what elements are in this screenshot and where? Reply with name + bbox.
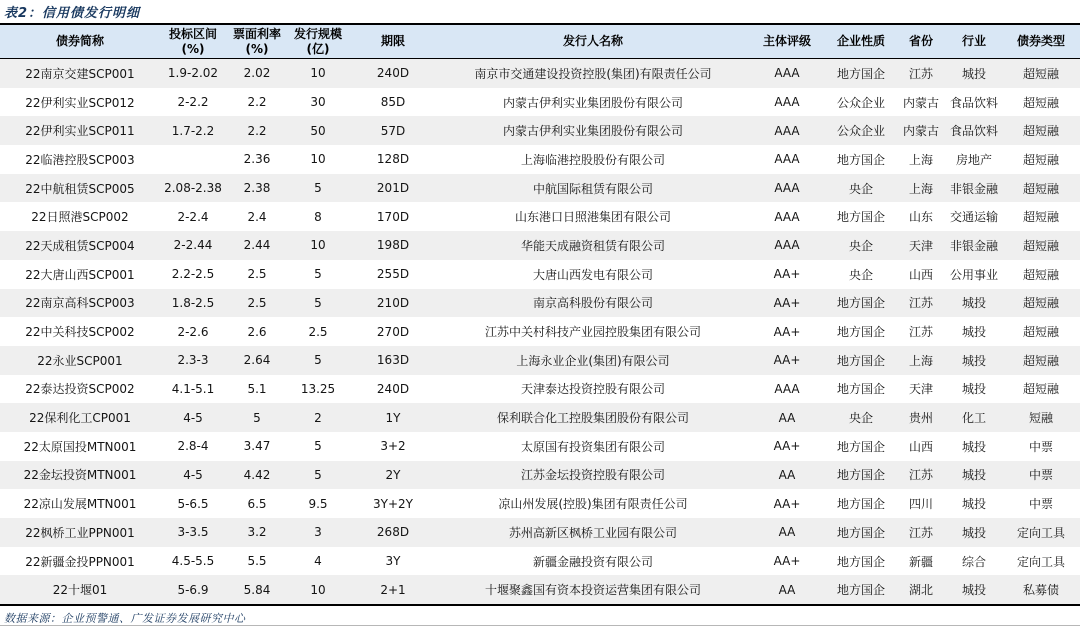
table-cell: 2.5 [308, 324, 328, 339]
table-cell: 4-5 [183, 467, 203, 482]
table-cell: 5 [314, 467, 322, 482]
table-header-row [0, 24, 1080, 59]
table-cell: AA+ [773, 496, 801, 511]
table-cell: 私募债 [1022, 583, 1059, 598]
table-cell: 2.38 [243, 181, 271, 196]
table-cell: 22中关科技SCP002 [25, 325, 135, 340]
table-cell: 2Y [385, 467, 401, 482]
col-header-enterprise-type: 企业性质 [826, 24, 896, 59]
table-cell: 房地产 [955, 152, 992, 167]
table-cell: 22中航租赁SCP005 [25, 181, 135, 196]
table-cell: 内蒙古 [902, 95, 939, 110]
table-cell: 央企 [848, 267, 873, 282]
col-header-industry: 行业 [946, 24, 1002, 59]
table-cell: 22伊利实业SCP012 [25, 95, 135, 110]
table-cell: 江苏 [908, 525, 933, 540]
table-cell: 天津 [908, 382, 933, 397]
table-cell: 1.7-2.2 [171, 123, 215, 138]
table-cell: 255D [376, 267, 410, 282]
table-cell: 1.8-2.5 [171, 295, 215, 310]
table-cell: 城投 [961, 583, 986, 598]
table-cell: 地方国企 [836, 353, 885, 368]
table-cell: 2.44 [243, 238, 271, 253]
table-cell: 3 [314, 525, 322, 540]
col-header-issue-size: 发行规模 (亿) [288, 24, 348, 59]
table-cell: 天津 [908, 238, 933, 253]
table-cell: 22临港控股SCP003 [25, 152, 135, 167]
table-cell: AA [778, 467, 796, 482]
table-cell: 中票 [1028, 497, 1053, 512]
table-cell: 内蒙古伊利实业集团股份有限公司 [502, 124, 683, 139]
table-cell: 2.36 [243, 152, 271, 167]
table-cell: 凉山州发展(控股)集团有限责任公司 [498, 497, 688, 512]
table-cell: AA+ [773, 295, 801, 310]
table-cell: 9.5 [308, 496, 328, 511]
table-cell: 2.02 [243, 66, 271, 81]
table-cell: 5.5 [247, 554, 267, 569]
table-cell: 8 [314, 209, 322, 224]
col-header-province: 省份 [896, 24, 946, 59]
table-cell: AAA [774, 381, 800, 396]
table-cell: AAA [774, 95, 800, 110]
table-row [0, 289, 1080, 318]
table-cell: 4.5-5.5 [171, 554, 215, 569]
table-cell: 中航国际租赁有限公司 [532, 181, 653, 196]
table-row [0, 575, 1080, 605]
table-cell: 城投 [961, 325, 986, 340]
table-cell: 5-6.9 [177, 582, 209, 597]
table-cell: 央企 [848, 411, 873, 426]
table-cell: 地方国企 [836, 296, 885, 311]
table-cell: 170D [376, 209, 410, 224]
table-cell: 1Y [385, 410, 401, 425]
table-cell: 江苏 [908, 66, 933, 81]
table-cell: 超短融 [1022, 296, 1059, 311]
col-header-bid-range: 投标区间 (%) [160, 24, 226, 59]
table-cell: 2.08-2.38 [164, 181, 222, 196]
table-cell: 保利联合化工控股集团股份有限公司 [496, 411, 689, 426]
table-cell: 2.8-4 [177, 439, 209, 454]
table-cell: 非银金融 [949, 238, 998, 253]
table-cell: 5 [314, 439, 322, 454]
table-cell: 地方国企 [836, 554, 885, 569]
table-cell [160, 145, 226, 174]
table-cell: 5.1 [247, 381, 267, 396]
table-cell: 山西 [908, 439, 933, 454]
table-cell: 公众企业 [836, 124, 885, 139]
table-cell: 城投 [961, 525, 986, 540]
table-cell: 太原国有投资集团有限公司 [520, 439, 665, 454]
table-cell: 地方国企 [836, 468, 885, 483]
col-header-entity-rating: 主体评级 [748, 24, 826, 59]
table-row [0, 202, 1080, 231]
table-row [0, 174, 1080, 203]
table-cell: 定向工具 [1016, 554, 1065, 569]
table-cell: 2-2.44 [173, 238, 213, 253]
table-cell: 江苏 [908, 468, 933, 483]
table-cell: 6.5 [247, 496, 267, 511]
col-header-bond-name: 债券简称 [0, 24, 160, 59]
table-cell: 10 [310, 238, 326, 253]
table-cell: AAA [774, 152, 800, 167]
table-row [0, 547, 1080, 576]
table-cell: 超短融 [1022, 353, 1059, 368]
table-cell: 城投 [961, 497, 986, 512]
table-cell: 超短融 [1022, 325, 1059, 340]
table-cell: 江苏 [908, 296, 933, 311]
table-cell: 超短融 [1022, 267, 1059, 282]
table-row [0, 231, 1080, 260]
table-cell: 4.42 [243, 467, 271, 482]
table-cell: 2.3-3 [177, 353, 209, 368]
table-cell: 3.47 [243, 439, 271, 454]
table-cell: 城投 [961, 353, 986, 368]
table-cell: 公众企业 [836, 95, 885, 110]
table-cell: 化工 [961, 411, 986, 426]
table-cell: 5.84 [243, 582, 271, 597]
table-cell: 山西 [908, 267, 933, 282]
table-cell: 贵州 [908, 411, 933, 426]
table-cell: AA [778, 525, 796, 540]
table-cell: 上海临港控股股份有限公司 [520, 152, 665, 167]
table-cell: 城投 [961, 382, 986, 397]
table-cell: 苏州高新区枫桥工业园有限公司 [508, 525, 677, 540]
table-row [0, 116, 1080, 145]
table-cell: 南京市交通建设投资控股(集团)有限责任公司 [474, 66, 712, 81]
table-cell: 天津泰达投资控股有限公司 [520, 382, 665, 397]
table-cell: 22天成租赁SCP004 [25, 238, 135, 253]
table-cell: 地方国企 [836, 497, 885, 512]
table-cell: 内蒙古 [902, 124, 939, 139]
table-cell: AA+ [773, 324, 801, 339]
table-cell: 超短融 [1022, 95, 1059, 110]
table-cell: 地方国企 [836, 439, 885, 454]
table-cell: 240D [376, 381, 410, 396]
table-cell: 2-2.6 [177, 324, 209, 339]
table-cell: 3+2 [380, 439, 406, 454]
table-cell: 22日照港SCP002 [31, 210, 129, 225]
table-cell: 22泰达投资SCP002 [25, 382, 135, 397]
table-cell: 中票 [1028, 468, 1053, 483]
table-cell: 4-5 [183, 410, 203, 425]
table-cell: 2.5 [247, 267, 267, 282]
table-cell: 超短融 [1022, 124, 1059, 139]
table-cell: AA [778, 410, 796, 425]
table-cell: 食品饮料 [949, 95, 998, 110]
table-row [0, 59, 1080, 88]
table-cell: 地方国企 [836, 66, 885, 81]
table-cell: 城投 [961, 66, 986, 81]
table-cell: 四川 [908, 497, 933, 512]
table-cell: 山东港口日照港集团有限公司 [514, 210, 671, 225]
table-cell: 22南京交建SCP001 [25, 66, 135, 81]
table-cell: 上海永业企业(集团)有限公司 [516, 353, 670, 368]
table-cell: 5 [314, 353, 322, 368]
table-cell: 食品饮料 [949, 124, 998, 139]
table-cell: 270D [376, 324, 410, 339]
page-divider [0, 625, 1080, 626]
table-cell: 85D [380, 95, 406, 110]
table-cell: 超短融 [1022, 152, 1059, 167]
table-cell: AA+ [773, 554, 801, 569]
table-row [0, 518, 1080, 547]
table-cell: 超短融 [1022, 382, 1059, 397]
table-cell: 3Y [385, 554, 401, 569]
table-cell: 3.2 [247, 525, 267, 540]
table-cell: AA+ [773, 353, 801, 368]
table-cell: 22大唐山西SCP001 [25, 267, 135, 282]
table-cell: 城投 [961, 468, 986, 483]
table-cell: 13.25 [300, 381, 336, 396]
table-row [0, 403, 1080, 432]
table-cell: 4 [314, 554, 322, 569]
table-cell: 22伊利实业SCP011 [25, 124, 135, 139]
table-cell: 交通运输 [949, 210, 998, 225]
table-row [0, 317, 1080, 346]
table-cell: 地方国企 [836, 210, 885, 225]
table-cell: 超短融 [1022, 181, 1059, 196]
table-cell: 30 [310, 95, 326, 110]
table-row [0, 489, 1080, 518]
data-source-note: 数据来源：企业预警通、广发证券发展研究中心 [4, 612, 246, 625]
table-cell: 城投 [961, 439, 986, 454]
table-cell: 江苏金坛投资控股有限公司 [520, 468, 665, 483]
table-cell: 地方国企 [836, 382, 885, 397]
table-cell: 2.4 [247, 209, 267, 224]
table-cell: 2-2.4 [177, 209, 209, 224]
table-cell: 地方国企 [836, 152, 885, 167]
table-cell: 地方国企 [836, 325, 885, 340]
table-cell: 超短融 [1022, 66, 1059, 81]
table-cell: 10 [310, 66, 326, 81]
table-cell: 210D [376, 295, 410, 310]
table-cell: AAA [774, 209, 800, 224]
table-cell: 大唐山西发电有限公司 [532, 267, 653, 282]
table-cell: 上海 [908, 181, 933, 196]
table-cell: 1.9-2.02 [167, 66, 219, 81]
table-cell: 非银金融 [949, 181, 998, 196]
table-cell: 22金坛投资MTN001 [23, 468, 137, 483]
table-cell: 128D [376, 152, 410, 167]
table-cell: AAA [774, 181, 800, 196]
table-cell: 超短融 [1022, 210, 1059, 225]
table-cell: 22十堰01 [52, 583, 108, 598]
col-header-issuer-name: 发行人名称 [438, 24, 748, 59]
table-cell: 江苏 [908, 325, 933, 340]
table-cell: 2.2 [247, 95, 267, 110]
table-cell: 2-2.2 [177, 95, 209, 110]
table-cell: 新疆金融投资有限公司 [532, 554, 653, 569]
table-cell: 22保利化工CP001 [29, 411, 131, 426]
table-header [0, 24, 1080, 59]
table-row [0, 432, 1080, 461]
table-row [0, 260, 1080, 289]
table-cell: 5-6.5 [177, 496, 209, 511]
table-cell: 2 [314, 410, 322, 425]
table-cell: AAA [774, 238, 800, 253]
table-cell: 内蒙古伊利实业集团股份有限公司 [502, 95, 683, 110]
table-cell: 超短融 [1022, 238, 1059, 253]
table-cell: 10 [310, 582, 326, 597]
table-cell: 南京高科股份有限公司 [532, 296, 653, 311]
col-header-term: 期限 [348, 24, 438, 59]
table-cell: 央企 [848, 181, 873, 196]
bond-issuance-table [0, 23, 1080, 606]
table-cell: 4.1-5.1 [171, 381, 215, 396]
table-title: 表2：信用债发行明细 [4, 6, 141, 21]
col-header-coupon-rate: 票面利率 (%) [226, 24, 288, 59]
table-cell: 中票 [1028, 439, 1053, 454]
table-cell: 上海 [908, 353, 933, 368]
table-cell: AA+ [773, 267, 801, 282]
table-cell: 2.2 [247, 123, 267, 138]
table-cell: 5 [314, 267, 322, 282]
table-cell: 综合 [961, 554, 986, 569]
table-cell: 山东 [908, 210, 933, 225]
table-row [0, 461, 1080, 490]
table-cell: 央企 [848, 238, 873, 253]
table-cell: 地方国企 [836, 583, 885, 598]
table-cell: 湖北 [908, 583, 933, 598]
table-cell: 22永业SCP001 [37, 353, 123, 368]
table-cell: 22凉山发展MTN001 [23, 497, 137, 512]
table-cell: 公用事业 [949, 267, 998, 282]
table-cell: 十堰聚鑫国有资本投资运营集团有限公司 [484, 583, 701, 598]
table-cell: 新疆 [908, 554, 933, 569]
table-cell: AA [778, 582, 796, 597]
table-cell: 短融 [1028, 411, 1053, 426]
table-cell: AAA [774, 66, 800, 81]
table-cell: 华能天成融资租赁有限公司 [520, 238, 665, 253]
table-cell: 定向工具 [1016, 525, 1065, 540]
table-cell: 2.64 [243, 353, 271, 368]
table-cell: 5 [314, 181, 322, 196]
table-cell: AA+ [773, 439, 801, 454]
table-body [0, 59, 1080, 606]
table-cell: 上海 [908, 152, 933, 167]
table-cell: 地方国企 [836, 525, 885, 540]
table-cell: 22太原国投MTN001 [23, 439, 137, 454]
table-cell: 2.6 [247, 324, 267, 339]
table-cell: 268D [376, 525, 410, 540]
table-cell: 5 [253, 410, 261, 425]
table-row [0, 145, 1080, 174]
table-cell: 城投 [961, 296, 986, 311]
table-cell: 3Y+2Y [373, 496, 413, 511]
table-cell: 198D [376, 238, 410, 253]
table-cell: 22新疆金投PPN001 [25, 554, 135, 569]
table-cell: 5 [314, 295, 322, 310]
col-header-bond-type: 债券类型 [1002, 24, 1080, 59]
table-cell: 50 [310, 123, 326, 138]
table-cell: AAA [774, 123, 800, 138]
table-cell: 163D [376, 353, 410, 368]
table-row [0, 346, 1080, 375]
table-cell: 2.2-2.5 [171, 267, 215, 282]
table-cell: 201D [376, 181, 410, 196]
table-cell: 22南京高科SCP003 [25, 296, 135, 311]
table-row [0, 88, 1080, 117]
table-cell: 240D [376, 66, 410, 81]
table-cell: 江苏中关村科技产业园控股集团有限公司 [484, 325, 701, 340]
table-cell: 22枫桥工业PPN001 [25, 525, 135, 540]
table-row [0, 375, 1080, 404]
table-cell: 10 [310, 152, 326, 167]
table-cell: 2+1 [380, 582, 406, 597]
table-cell: 57D [380, 123, 406, 138]
table-cell: 2.5 [247, 295, 267, 310]
table-cell: 3-3.5 [177, 525, 209, 540]
